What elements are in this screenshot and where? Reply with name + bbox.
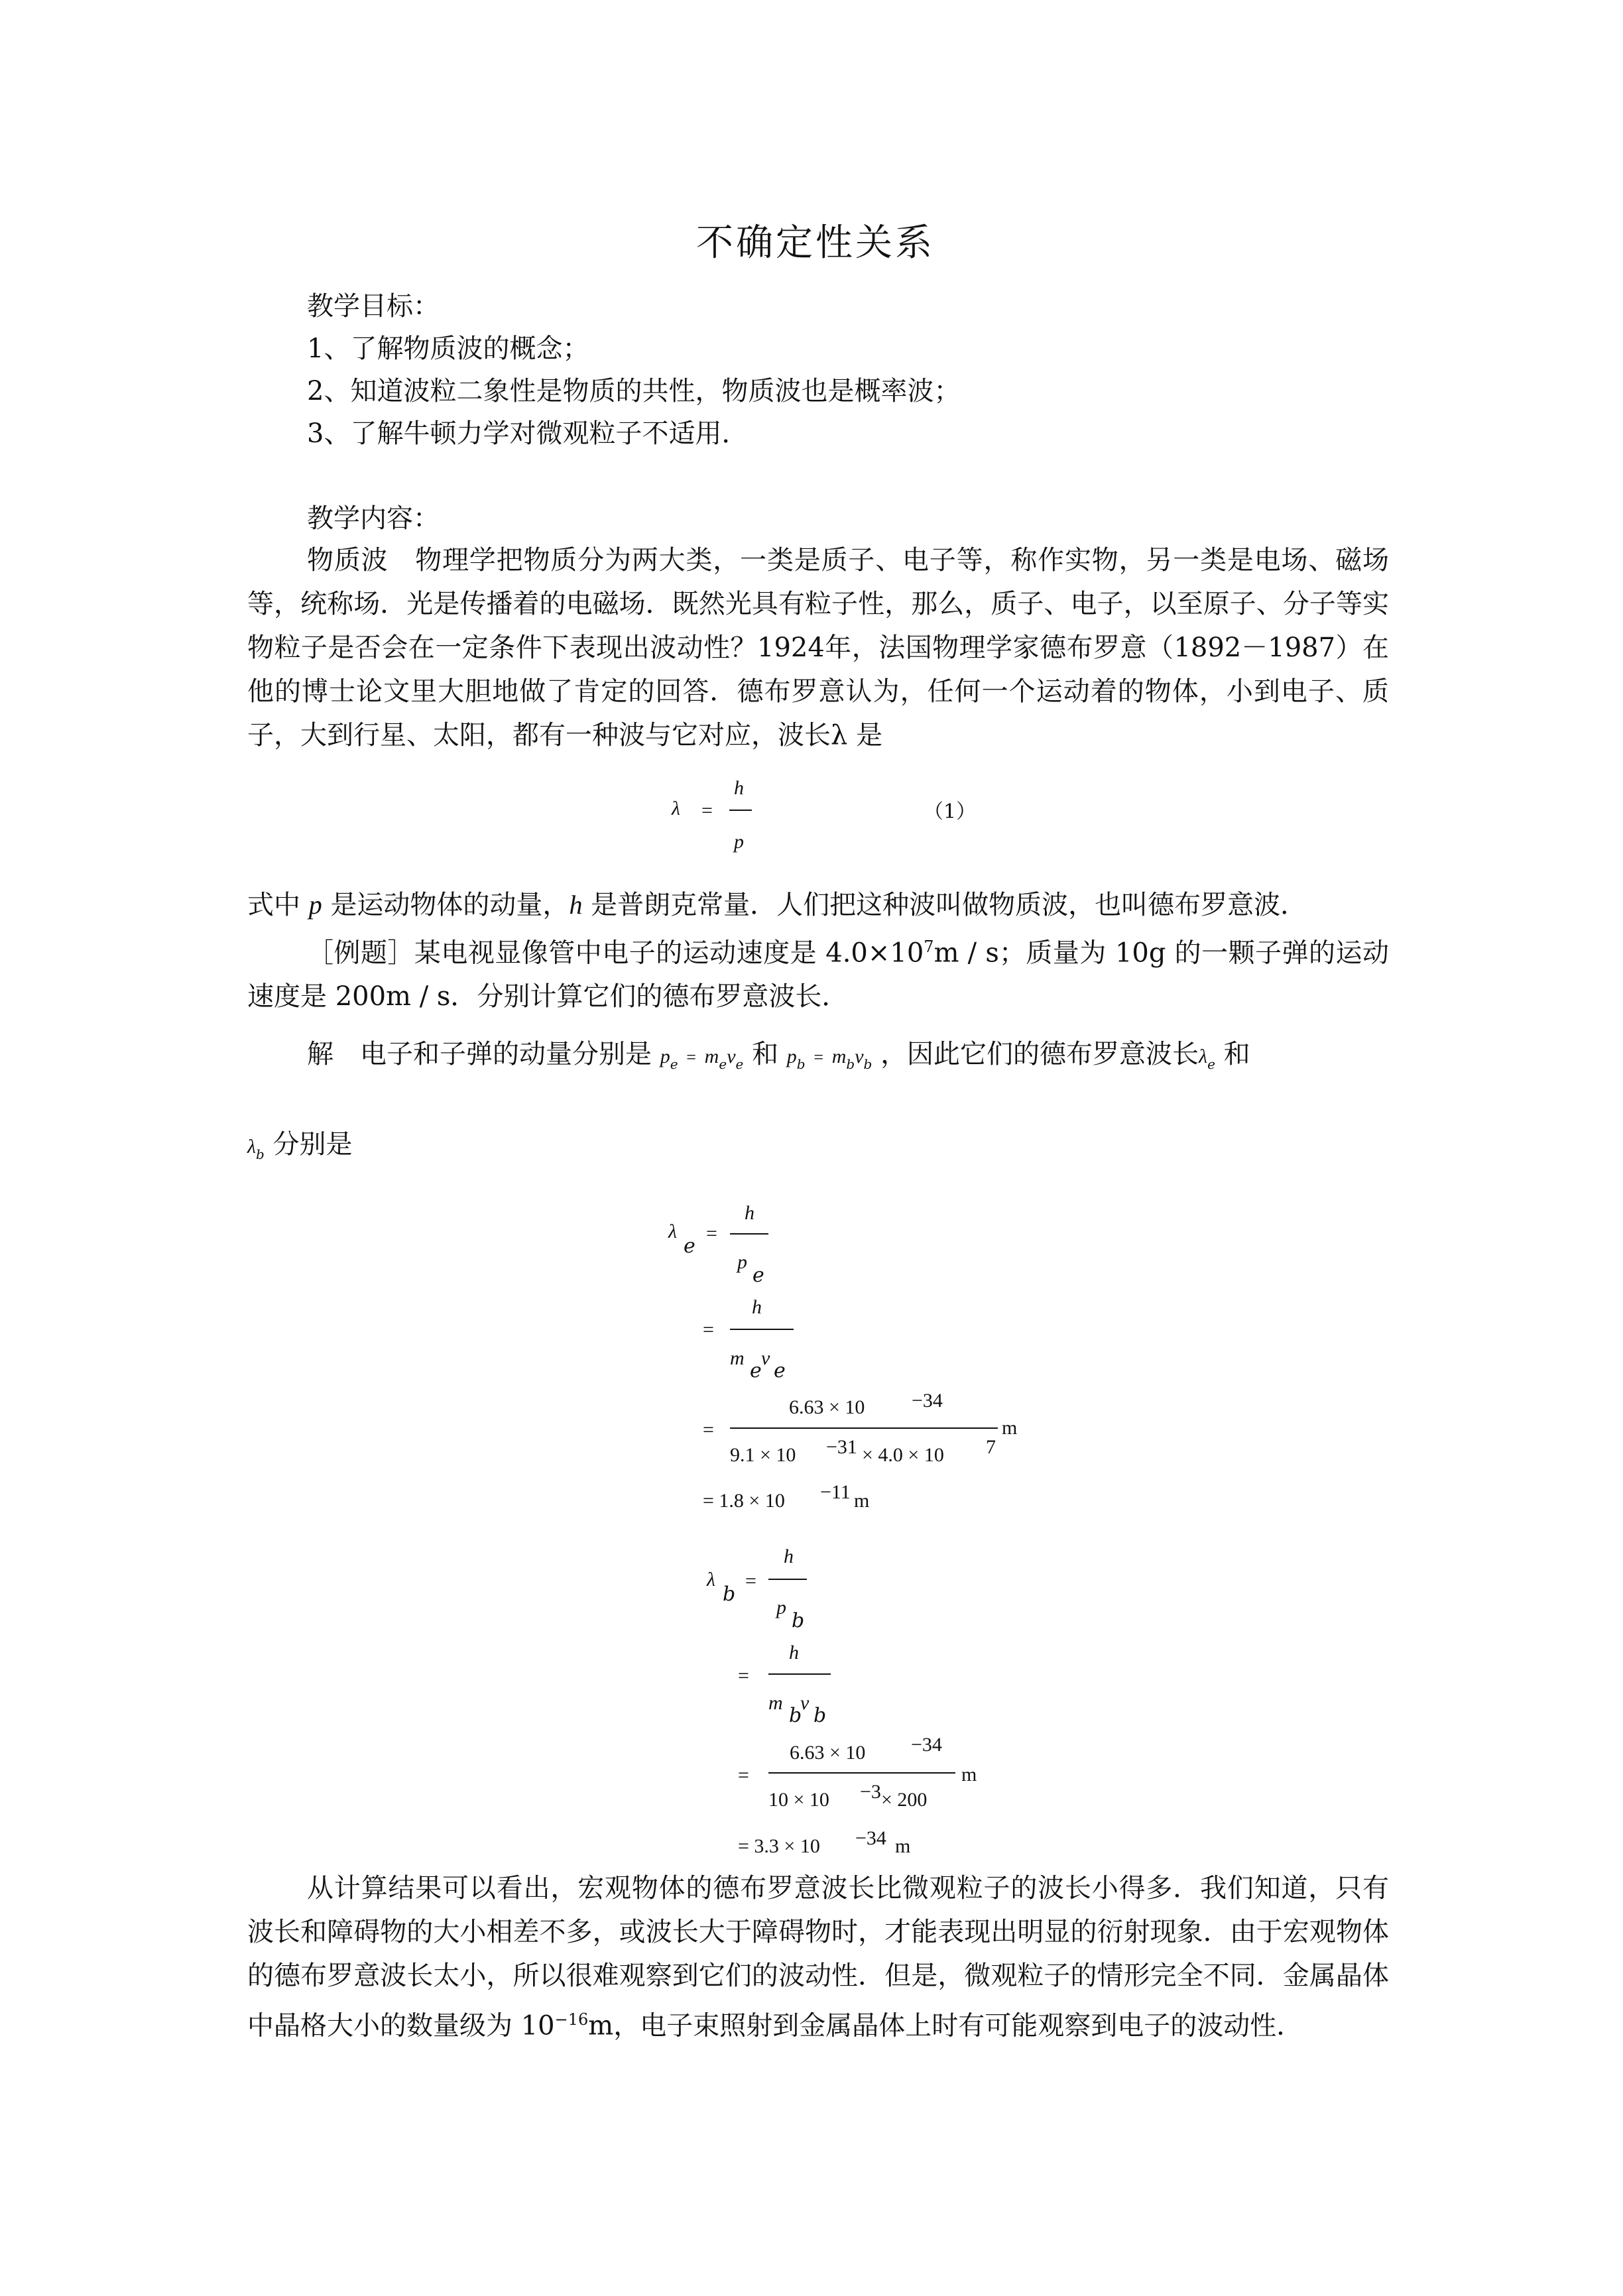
document-page: 不确定性关系 教学目标： 1、了解物质波的概念； 2、知道波粒二象性是物质的共性，物质波也是概率波； 3、了解牛顿力学对微观粒子不适用． 教学内容： 物质波 物理学把物质分为两大类，一类是质子、电子等，称作实物，另一类是电场、磁场等，统称场．光是传播着的电磁场．既然光具有粒子性，那么，质子、电子，以至原子、分子等实物粒子是否会在一定条件下表现出波动性？1924年，法国物理学家德布罗意（1892－1987）在他的博士论文里大胆地做了肯定的回答．德布罗意认为，任何一个运动着的物体，小到电子、质子，大到行星、太阳，都有一种波与它对应，波长λ 是 λ = h p （1） 式中 p 是运动物体的动量，h 是普朗克常量．人们把这种波叫做物质波，也叫德布罗意波． ［例题］某电视显像管中电子的运动速度是 $4.0\times 10^7m / s$；质量为 10g 的一颗子弹的运动速度是 200m / s．分别计算它们的德布罗意波长． 解 电子和子弹的动量分别是 $p_e = m_ev_e$ 和 $p_b = m_bv_b$ ，因此它们的德布罗意波长$\lambda_e$ 和 $\lambda_b$ 分别是 λ e = h p e = h m e v e = 6.63 × 10 −34 9.1 × 10 −31 × 4.0 × 10 7 m = 1.8 × 10 −11 m λ b = h p b = h m b v b = 6.63 × 10 −34 10 × 10 −3 × 200 m = 3.3 × 10 −34 m 从计算结果可以看出，宏观物体的德布罗意波长比微观粒子的波长小得多．我们知道，只有波长和障碍物的大小相差不多，或波长大于障碍物时，才能表现出明显的衍射现象．由于宏观物体的德布罗意波长太小，所以很难观察到它们的波动性．但是，微观粒子的情形完全不同．金属晶体中晶格大小的数量级为 $10^{-16}m$，电子束照射到金属晶体上时有可能观察到电子的波动性． [0, 0, 1623, 2296]
objective-item: 2、知道波粒二象性是物质的共性，物质波也是概率波； [307, 376, 961, 406]
solution-text-cont: $\lambda_b$ 分别是 [247, 1129, 353, 1162]
equation-number: （1） [924, 800, 977, 823]
page-title: 不确定性关系 [696, 221, 935, 265]
solution-text: 解 电子和子弹的动量分别是 $p_e = m_ev_e$ 和 $p_b = m_bv_b$ ，因此它们的德布罗意波长$\lambda_e$ 和 [307, 1039, 1250, 1072]
formula-explanation: 式中 p 是运动物体的动量，h 是普朗克常量．人们把这种波叫做物质波，也叫德布罗意波． [247, 890, 1307, 920]
objective-item: 1、了解物质波的概念； [307, 333, 589, 364]
example-problem: ［例题］某电视显像管中电子的运动速度是 $4.0\times 10^7m / s$；质量为 10g 的一颗子弹的运动速度是 200m / s．分别计算它们的德布罗意波长． [247, 937, 1390, 1012]
paragraph-matter-wave: 物质波 物理学把物质分为两大类，一类是质子、电子等，称作实物，另一类是电场、磁场等，统称场．光是传播着的电磁场．既然光具有粒子性，那么，质子、电子，以至原子、分子等实物粒子是否会在一定条件下表现出波动性？1924年，法国物理学家德布罗意（1892－1987）在他的博士论文里大胆地做了肯定的回答．德布罗意认为，任何一个运动着的物体，小到电子、质子，大到行星、太阳，都有一种波与它对应，波长λ 是 [247, 545, 1389, 751]
objective-item: 3、了解牛顿力学对微观粒子不适用． [307, 418, 749, 449]
content-heading: 教学内容： [307, 503, 440, 534]
paragraph-conclusion: 从计算结果可以看出，宏观物体的德布罗意波长比微观粒子的波长小得多．我们知道，只有波长和障碍物的大小相差不多，或波长大于障碍物时，才能表现出明显的衍射现象．由于宏观物体的德布罗意波长太小，所以很难观察到它们的波动性．但是，微观粒子的情形完全不同．金属晶体中晶格大小的数量级为 $10^{-16}m$，电子束照射到金属晶体上时有可能观察到电子的波动性． [247, 1873, 1389, 2041]
objectives-heading: 教学目标： [307, 291, 440, 322]
